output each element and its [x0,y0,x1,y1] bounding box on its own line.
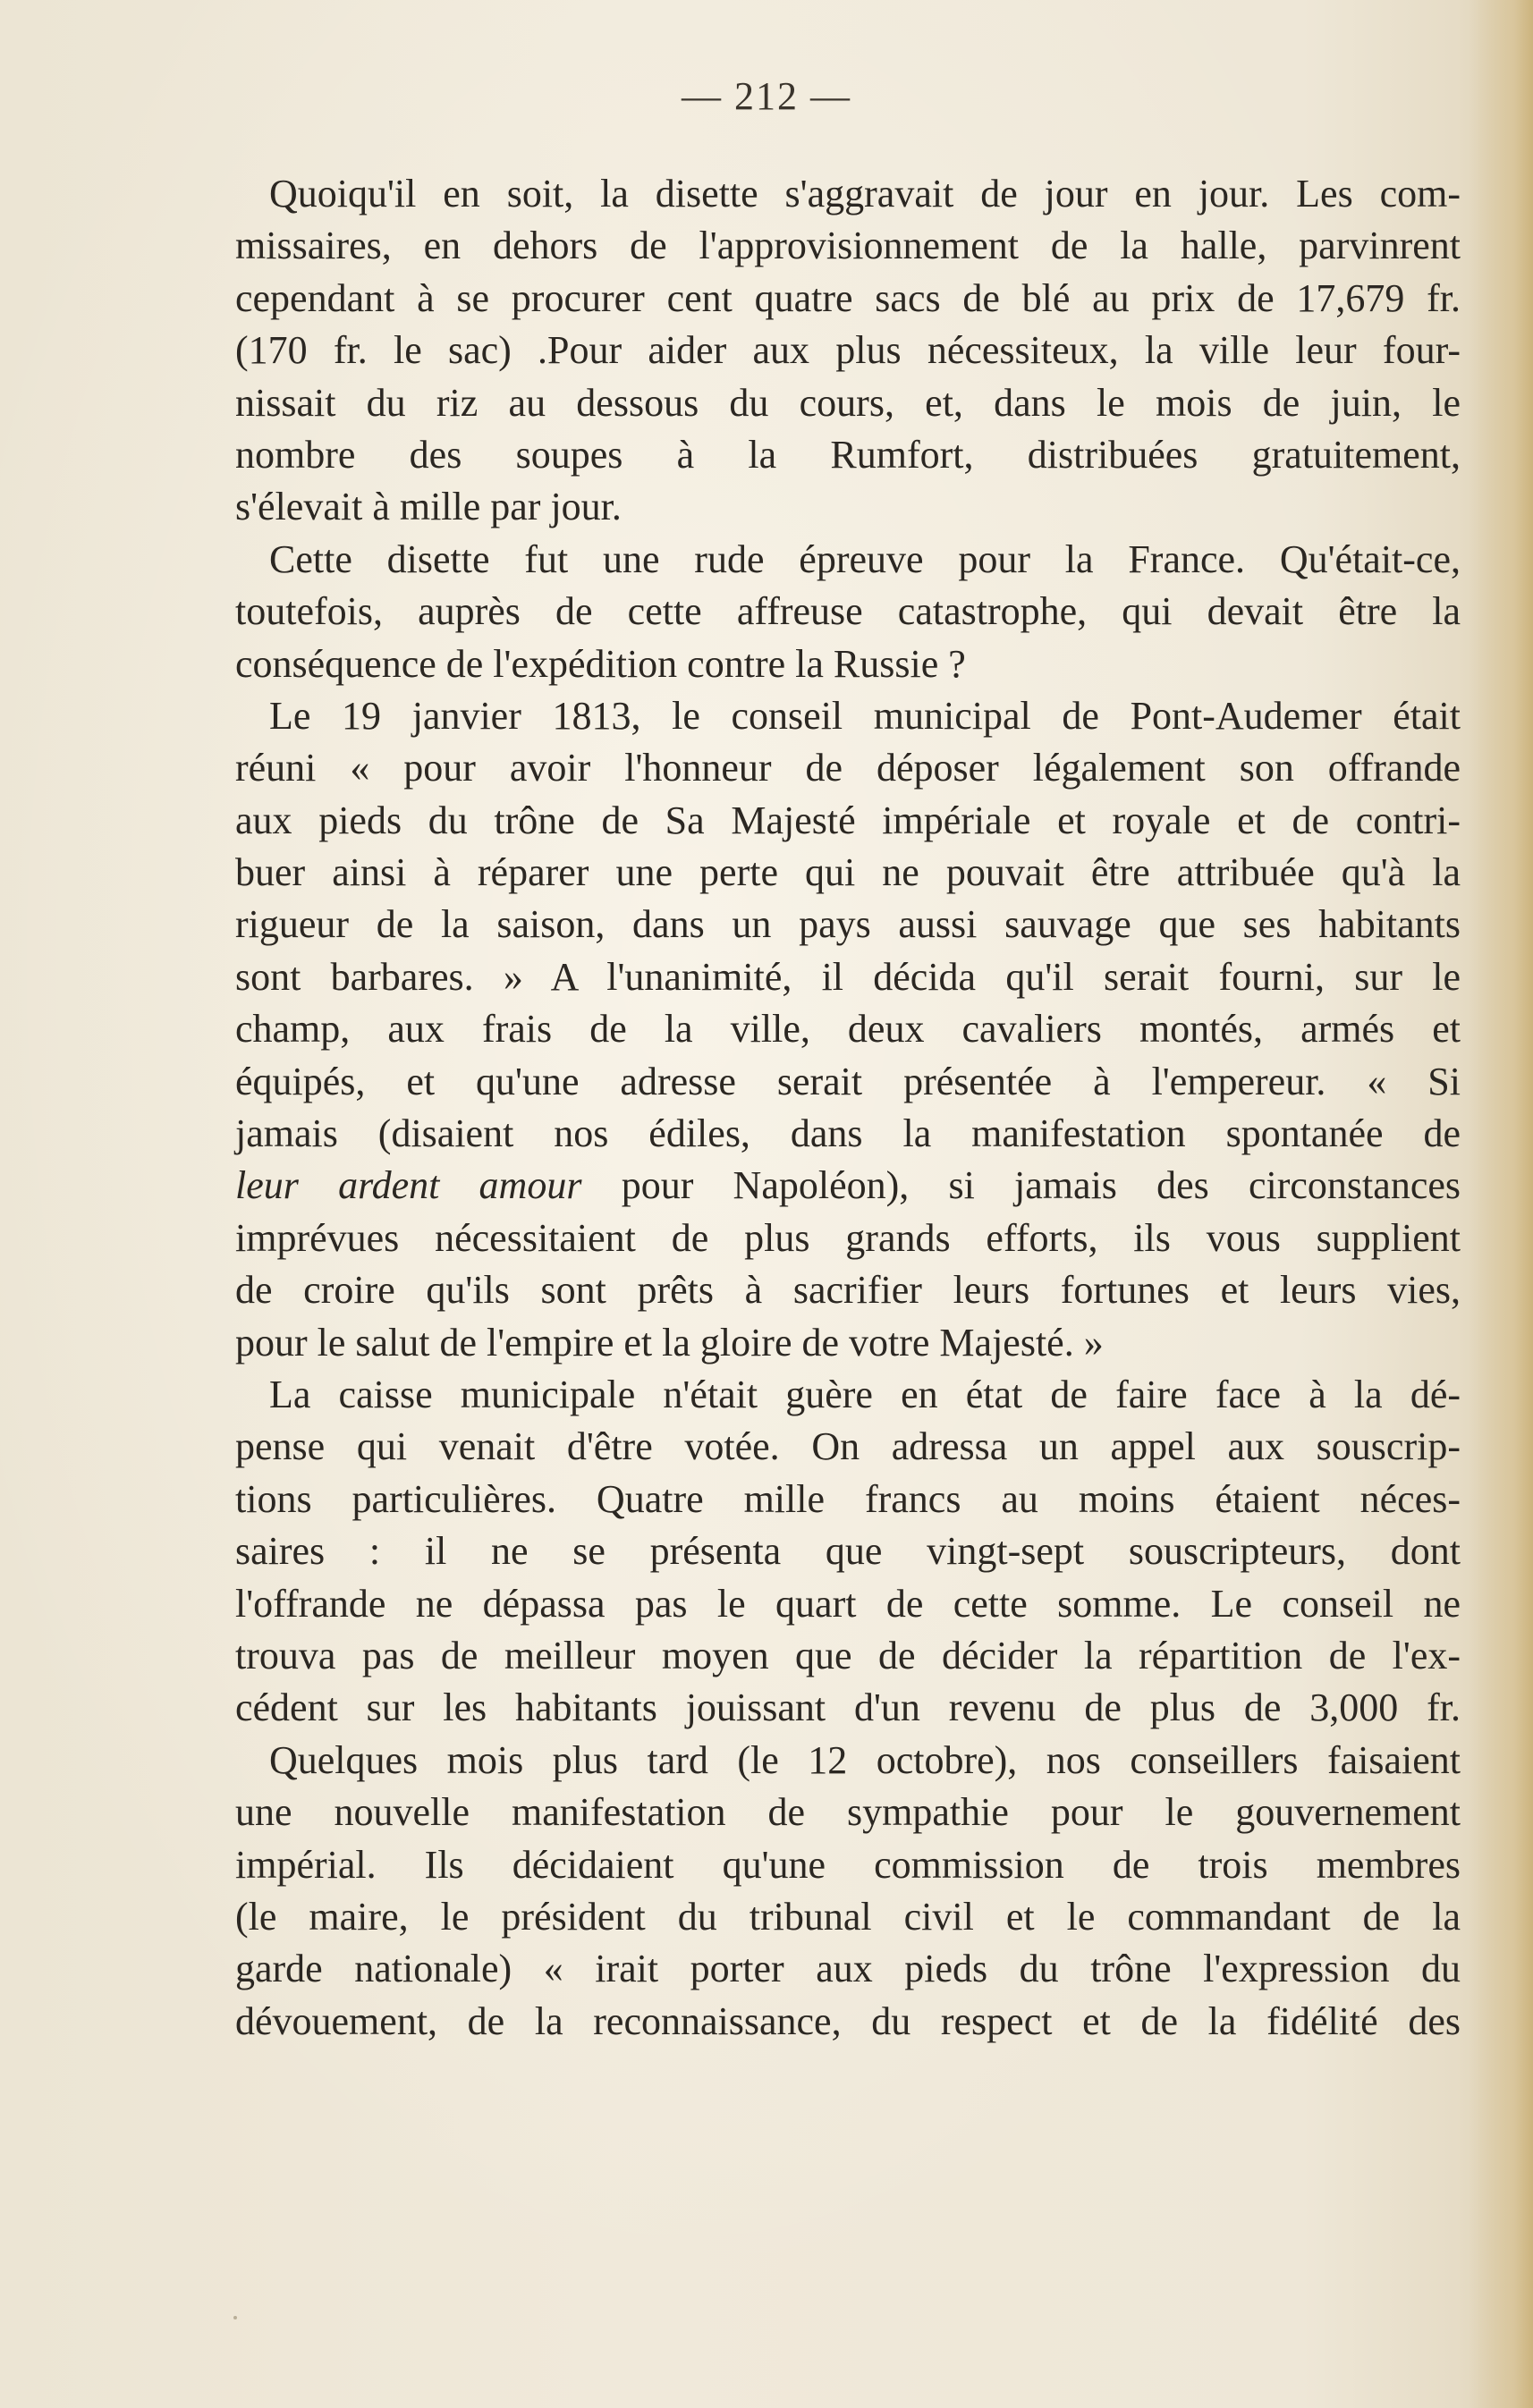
text-line: réuni « pour avoir l'honneur de déposer légalement son offrande [235,746,1461,790]
text-line: jamais (disaient nos édiles, dans la manifestation spontanée de [235,1111,1461,1156]
text-line: cependant à se procurer cent quatre sacs de blé au prix de 17,679 fr. [235,275,1461,320]
text-line: s'élevait à mille par jour. [235,485,622,529]
text-line: trouva pas de meilleur moyen que de décider la répartition de l'ex- [235,1633,1461,1677]
text-line: rigueur de la saison, dans un pays aussi sauvage que ses habitants [235,902,1461,947]
text-line: tions particulières. Quatre mille francs au moins étaient néces- [235,1476,1461,1521]
text-line: une nouvelle manifestation de sympathie pour le gouvernement [235,1790,1461,1835]
text-line: (le maire, le président du tribunal civil et le commandant de la [235,1894,1461,1939]
text-line: nissait du riz au dessous du cours, et, dans le mois de juin, le [235,380,1461,425]
text-line: saires : il ne se présenta que vingt-sept souscripteurs, dont [235,1529,1461,1574]
text-line: Cette disette fut une rude épreuve pour la France. Qu'était-ce, [269,537,1461,581]
text-line: garde nationale) « irait porter aux pieds du trône l'expression du [235,1947,1461,1991]
text-line: l'offrande ne dépassa pas le quart de cette somme. Le conseil ne [235,1581,1461,1626]
text-line: (170 fr. le sac) .Pour aider aux plus nécessiteux, la ville leur four- [235,328,1461,373]
text-line: champ, aux frais de la ville, deux cavaliers montés, armés et [235,1007,1461,1052]
line-text: pour Napoléon), si jamais des circonstances [581,1163,1461,1208]
page-number: — 212 — [682,74,851,118]
paper-speck [233,2316,237,2319]
text-line: conséquence de l'expédition contre la Russie ? [235,641,966,686]
text-line: sont barbares. » A l'unanimité, il décida qu'il serait fourni, sur le [235,954,1461,999]
text-line: dévouement, de la reconnaissance, du respect et de la fidélité des [235,1998,1461,2043]
text-line: Quoiqu'il en soit, la disette s'aggravait de jour en jour. Les com- [269,172,1461,215]
text-line: pour le salut de l'empire et la gloire de votre Majesté. » [235,1320,1104,1365]
text-line: impérial. Ils décidaient qu'une commission de trois membres [235,1842,1461,1887]
text-line: de croire qu'ils sont prêts à sacrifier leurs fortunes et leurs vies, [235,1268,1461,1313]
page-edge-shadow [1470,0,1533,2408]
text-line: imprévues nécessitaient de plus grands efforts, ils vous supplient [235,1215,1461,1260]
text-line: missaires, en dehors de l'approvisionnement de la halle, parvinrent [235,224,1461,268]
body-text [235,168,1461,2048]
text-line: Quelques mois plus tard (le 12 octobre), nos conseillers faisaient [269,1737,1461,1782]
text-line: nombre des soupes à la Rumfort, distribuées gratuitement, [235,432,1461,477]
text-line: cédent sur les habitants jouissant d'un revenu de plus de 3,000 fr. [235,1686,1461,1730]
text-line [235,1160,1461,1212]
italic-phrase: leur ardent amour [235,1163,582,1208]
text-line: pense qui venait d'être votée. On adressa un appel aux souscrip- [235,1424,1461,1469]
text-line: Le 19 janvier 1813, le conseil municipal de Pont-Audemer était [269,693,1461,738]
text-line: équipés, et qu'une adresse serait présentée à l'empereur. « Si [235,1059,1461,1103]
text-line: La caisse municipale n'était guère en état de faire face à la dé- [269,1372,1461,1416]
text-line: toutefois, auprès de cette affreuse catastrophe, qui devait être la [235,589,1461,634]
text-line: aux pieds du trône de Sa Majesté impériale et royale et de contri- [235,798,1461,842]
text-line: buer ainsi à réparer une perte qui ne pouvait être attribuée qu'à la [235,850,1461,895]
